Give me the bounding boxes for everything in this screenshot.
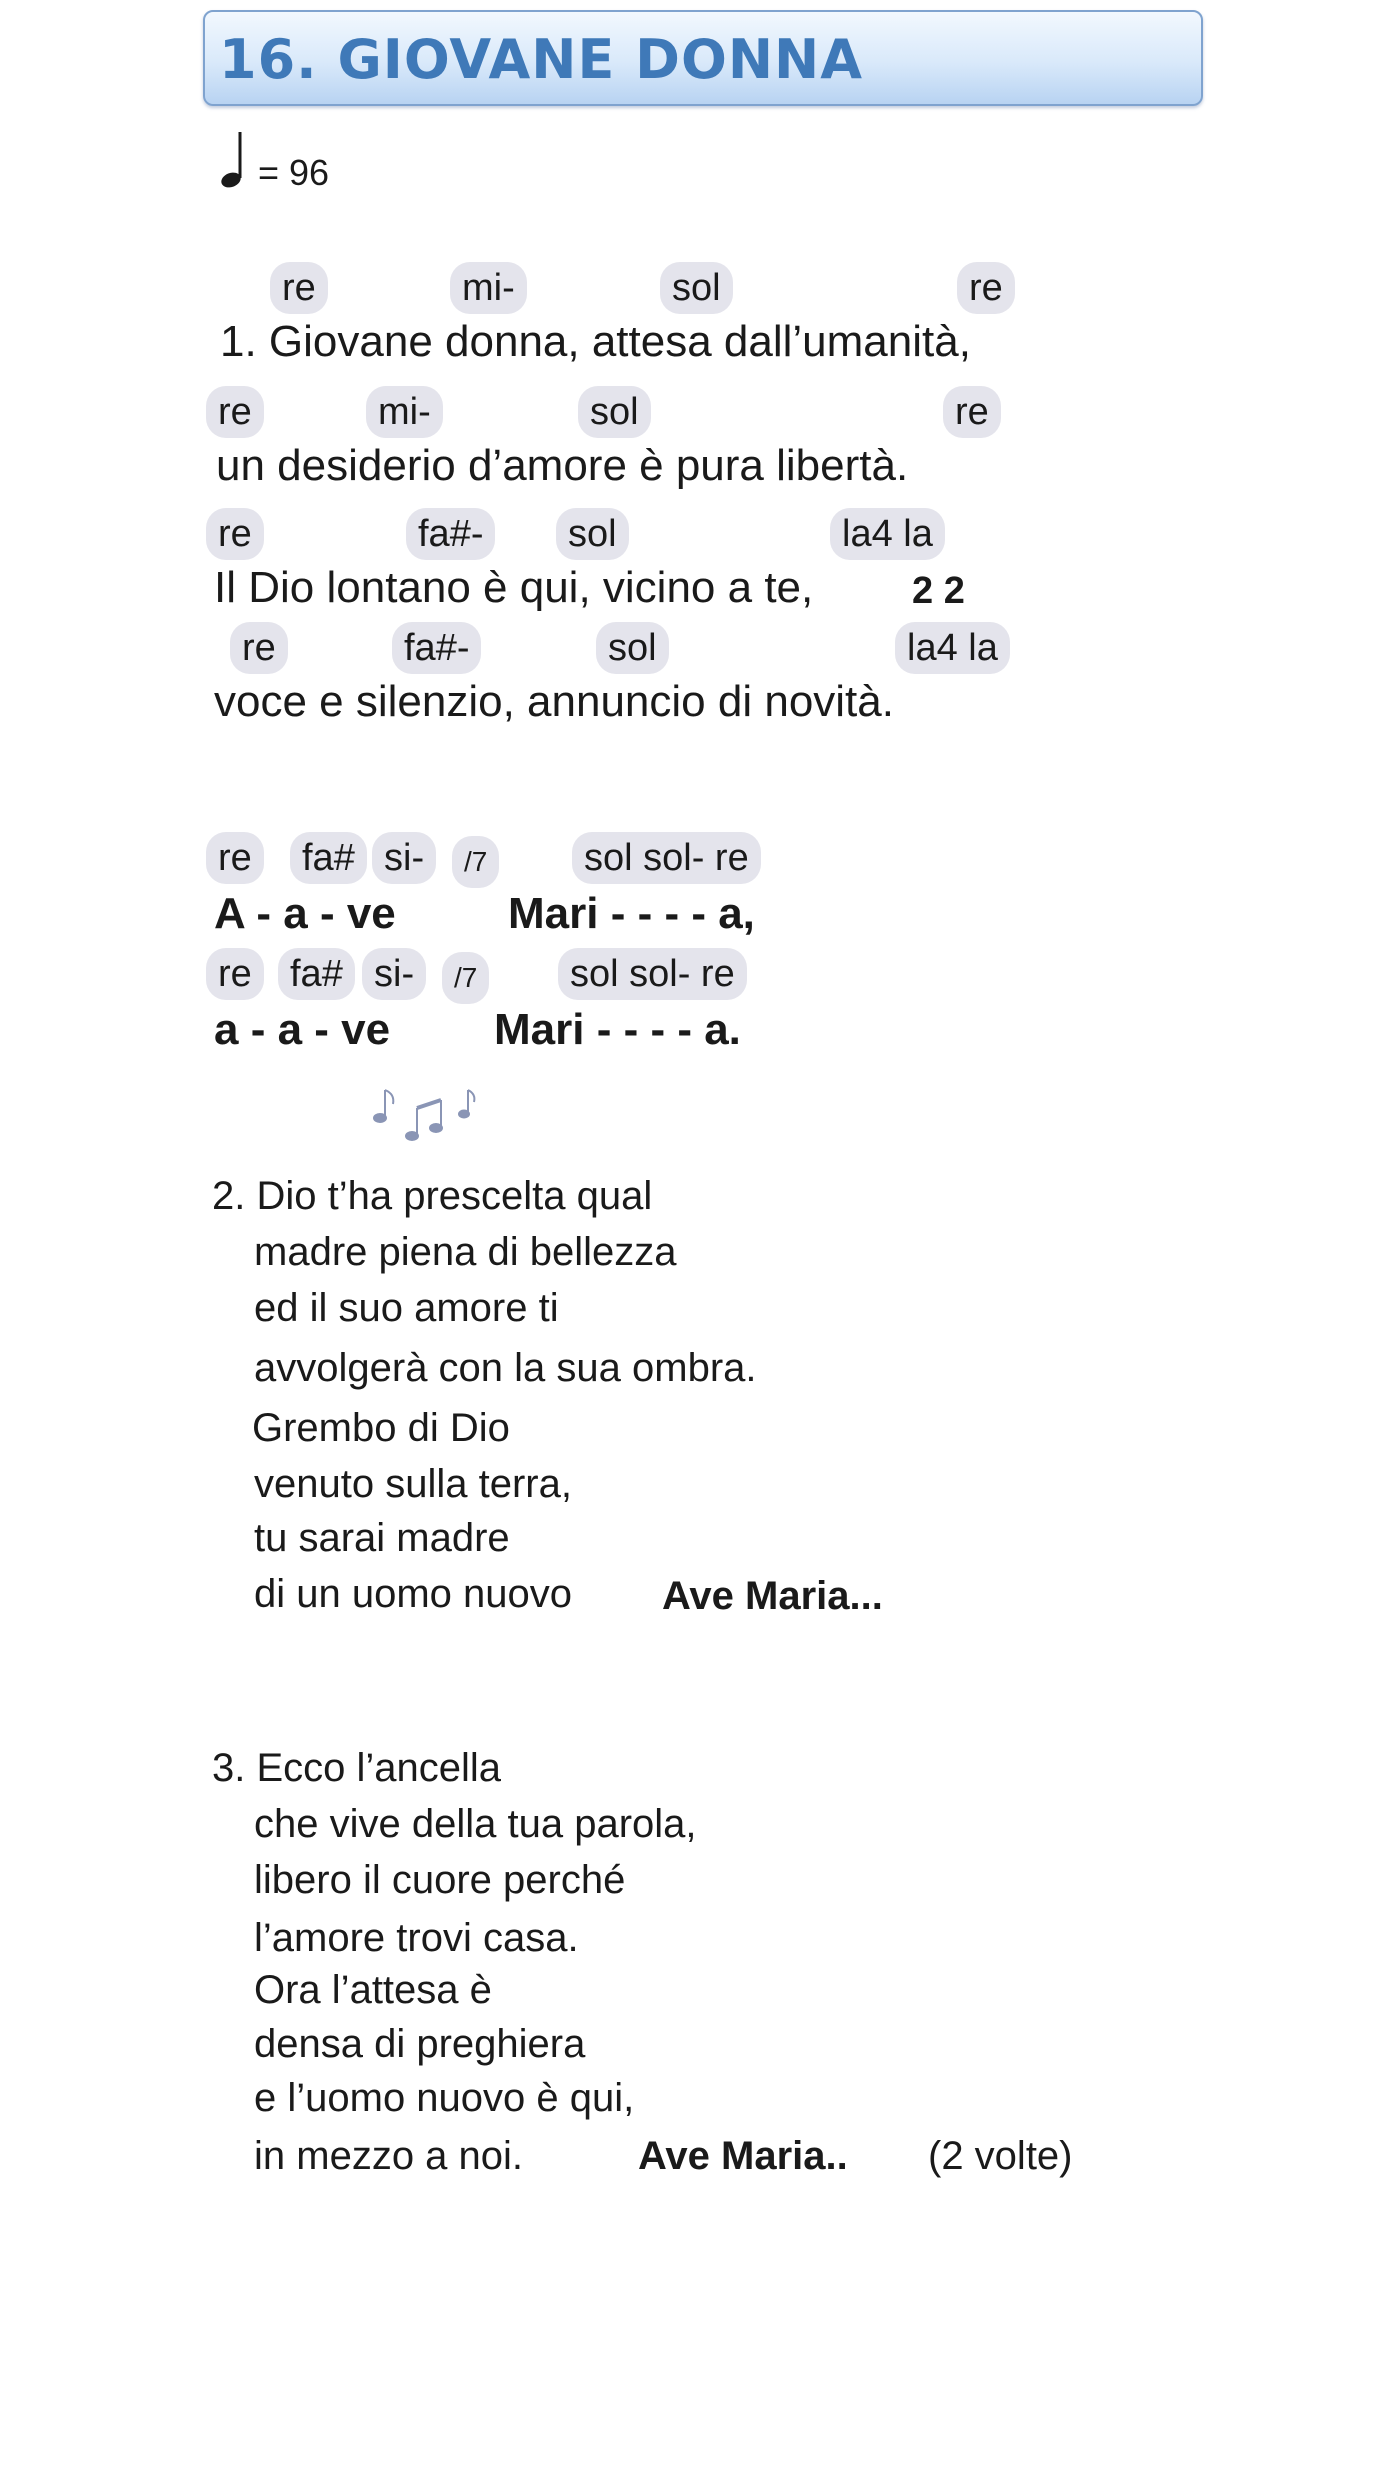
verse-line: ed il suo amore ti	[254, 1286, 559, 1330]
verse-line: che vive della tua parola,	[254, 1802, 697, 1846]
chord: sol	[660, 262, 733, 314]
repeat-note: (2 volte)	[928, 2134, 1073, 2178]
chord: /7	[452, 836, 499, 888]
refrain-line: A - a - ve	[214, 889, 396, 938]
chord: sol	[578, 386, 651, 438]
chord: re	[957, 262, 1015, 314]
verse-line: venuto sulla terra,	[254, 1462, 572, 1506]
chord: sol	[556, 508, 629, 560]
refrain-line: Mari - - - - a.	[494, 1005, 741, 1054]
chord: fa#	[278, 948, 355, 1000]
page-title: 16. GIOVANE DONNA	[219, 28, 864, 91]
chord: si-	[362, 948, 426, 1000]
quarter-note-icon	[218, 128, 248, 190]
chord: re	[206, 508, 264, 560]
verse-line: e l’uomo nuovo è qui,	[254, 2076, 635, 2120]
lyric-line: voce e silenzio, annuncio di novità.	[214, 677, 894, 726]
refrain-line: a - a - ve	[214, 1005, 391, 1054]
chord: re	[270, 262, 328, 314]
chord: mi-	[450, 262, 527, 314]
refrain-line: Mari - - - - a,	[508, 889, 755, 938]
refrain-reference: Ave Maria...	[662, 1574, 883, 1618]
verse-line: in mezzo a noi.	[254, 2134, 524, 2178]
verse-line: 2. Dio t’ha prescelta qual	[212, 1174, 653, 1218]
verse-line: Ora l’attesa è	[254, 1968, 492, 2012]
verse-line: Grembo di Dio	[252, 1406, 510, 1450]
chord: fa#-	[406, 508, 495, 560]
chord: sol sol- re	[558, 948, 747, 1000]
refrain-reference: Ave Maria..	[638, 2134, 848, 2178]
verse-line: avvolgerà con la sua ombra.	[254, 1346, 757, 1390]
chord: sol sol- re	[572, 832, 761, 884]
verse-line: madre piena di bellezza	[254, 1230, 677, 1274]
chord: sol	[596, 622, 669, 674]
chord: si-	[372, 832, 436, 884]
lyric-line: Il Dio lontano è qui, vicino a te,	[214, 563, 814, 612]
chord: re	[230, 622, 288, 674]
lyric-line: 1. Giovane donna, attesa dall’umanità,	[220, 317, 971, 366]
chord: /7	[442, 952, 489, 1004]
chord: re	[943, 386, 1001, 438]
verse-line: 3. Ecco l’ancella	[212, 1746, 502, 1790]
chord: mi-	[366, 386, 443, 438]
music-notes-icon	[360, 1078, 490, 1158]
chord: re	[206, 386, 264, 438]
chord: la4 la	[895, 622, 1010, 674]
tempo-value: = 96	[258, 152, 330, 193]
chord: re	[206, 832, 264, 884]
chord: fa#-	[392, 622, 481, 674]
verse-line: di un uomo nuovo	[254, 1572, 573, 1616]
chord: la4 la	[830, 508, 945, 560]
chord: re	[206, 948, 264, 1000]
verse-line: densa di preghiera	[254, 2022, 586, 2066]
chord: fa#	[290, 832, 367, 884]
verse-line: l’amore trovi casa.	[254, 1916, 579, 1960]
verse-line: tu sarai madre	[254, 1516, 510, 1560]
title-banner	[203, 10, 1203, 106]
lyric-line: un desiderio d’amore è pura libertà.	[216, 441, 909, 490]
verse-line: libero il cuore perché	[254, 1858, 626, 1902]
repeat-count: 2 2	[912, 570, 965, 612]
